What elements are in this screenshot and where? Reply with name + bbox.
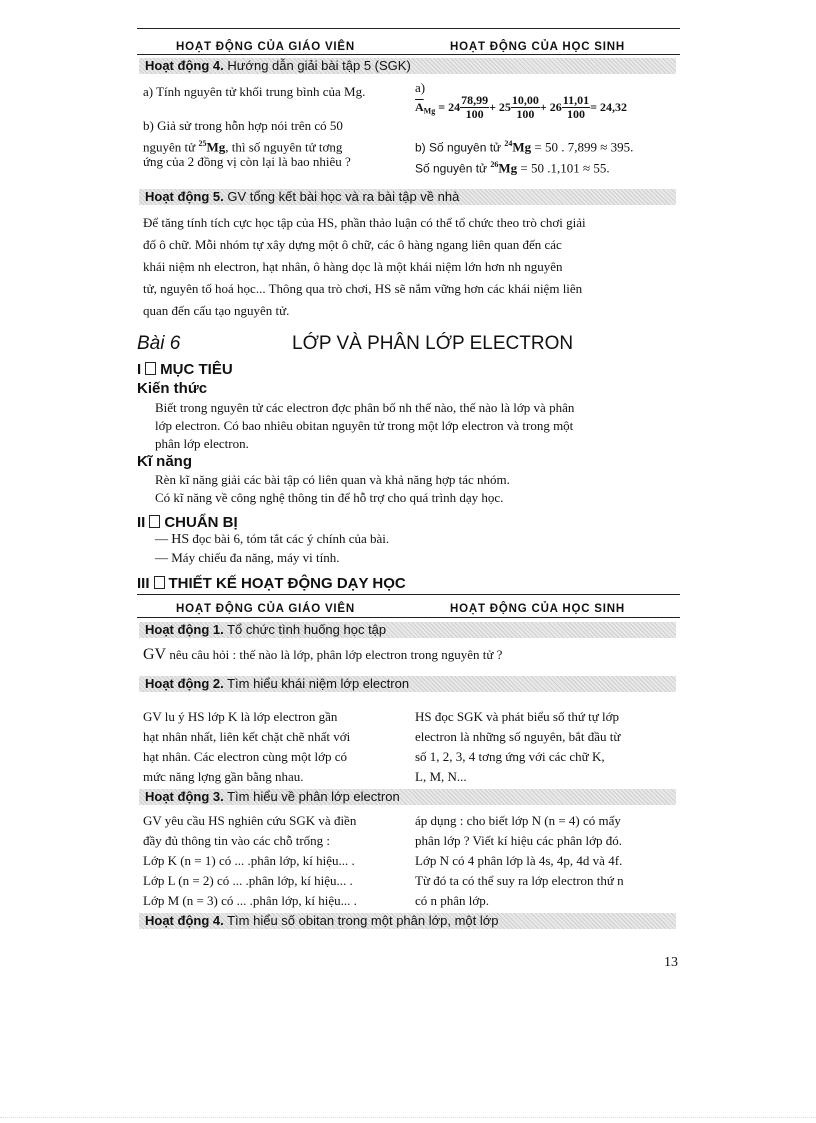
list-item: — Máy chiếu đa năng, máy vi tính. (155, 550, 340, 565)
activity-2-teacher: GV lu ý HS lớp K là lớp electron gần hạt nhân nhất, liên kết chặt chẽ nhất với hạt nhân. Các electron cùng một lớp có mức năng lợng gần bằng nhau. (143, 709, 351, 784)
prep-list (155, 530, 389, 567)
average-mass-formula: $\overline{A}_{Mg} = 24$ $\frac{78,99}{100}$ + 25 $\frac{10,00}{100}$ + 26 $\frac{11,01}{100}$ = 24,32 (415, 93, 627, 121)
bullet-box-icon (154, 576, 165, 589)
activity-3-bar: Hoạt động 3. Tìm hiểu về phân lớp electron (139, 789, 676, 805)
kien-thuc-heading: Kiến thức (137, 380, 208, 397)
ki-nang-text: Rèn kĩ năng giải các bài tập có liên quan và khả năng hợp tác nhóm. Có kĩ năng về công nghệ thông tin để hỗ trợ cho quá trình dạy học. (155, 472, 510, 505)
element-symbol: Mg (206, 139, 226, 155)
question-b-line3: ứng của 2 đồng vị còn lại là bao nhiêu ? (143, 154, 351, 169)
bullet-box-icon (145, 362, 156, 375)
activity-text: Hướng dẫn giải bài tập 5 (SGK) (227, 58, 411, 73)
isotope-mass: 25 (198, 139, 207, 148)
kien-thuc-text: Biết trong nguyên tử các electron đợc phân bố nh thế nào, thế nào là lớp và phân lớp electron. Có bao nhiêu obitan nguyên tử trong một lớp electron và trong một phân lớp electron. (155, 400, 575, 451)
page-number: 13 (664, 955, 678, 970)
section-2-heading: II CHUẨN BỊ (137, 514, 238, 531)
bullet-box-icon (149, 515, 160, 528)
section-3-heading: III THIẾT KẾ HOẠT ĐỘNG DẠY HỌC (137, 575, 406, 592)
header-rule-2 (137, 617, 680, 618)
header-student: HOẠT ĐỘNG CỦA HỌC SINH (450, 41, 625, 53)
lesson-title: LỚP VÀ PHÂN LỚP ELECTRON (292, 333, 574, 354)
header-teacher-2: HOẠT ĐỘNG CỦA GIÁO VIÊN (176, 603, 355, 615)
ki-nang-heading: Kĩ năng (137, 453, 192, 470)
answer-b-line1: b) Số nguyên tử $^{24}$Mg = 50 . 7,899 ≈ 395. (415, 139, 634, 155)
list-item: — HS đọc bài 6, tóm tắt các ý chính của bài. (155, 531, 390, 547)
top-rule (137, 28, 680, 29)
activity-5-paragraph: Để tăng tính tích cực học tập của HS, phần thảo luận có thể tổ chức theo trò chơi giải đố ô chữ. Mỗi nhóm tự xây dựng một ô chữ, các ô hàng ngang liên quan đến các khái niệm nh electron, hạt nhân, ô hàng dọc là một khái niệm lớn hơn nh nguyên tử, nguyên tố hoá học... Thông qua trò chơi, HS sẽ nắm vững hơn các khái niệm liên quan đến cấu tạo nguyên tử. (143, 215, 586, 318)
activity-label: Hoạt động 4. (145, 58, 224, 73)
header-rule (137, 54, 680, 55)
answer-a-label: a) (415, 80, 426, 95)
activity-5-bar: Hoạt động 5. GV tổng kết bài học và ra bài tập về nhà (139, 189, 676, 205)
activity-2-student: HS đọc SGK và phát biểu số thứ tự lớp electron là những số nguyên, bắt đầu từ số 1, 2, 3, 4 tơng ứng với các chữ K, L, M, N... (415, 709, 621, 784)
activity-2-bar: Hoạt động 2. Tìm hiểu khái niệm lớp electron (139, 676, 676, 692)
activity-3-student: áp dụng : cho biết lớp N (n = 4) có mấy phân lớp ? Viết kí hiệu các phân lớp đó. Lớp N có 4 phân lớp là 4s, 4p, 4d và 4f. Từ đó ta có thể suy ra lớp electron thứ n có n phân lớp. (415, 813, 624, 908)
question-b-line1: b) Giả sử trong hỗn hợp nói trên có 50 (143, 118, 343, 133)
section-3-rule (137, 594, 680, 595)
header-teacher: HOẠT ĐỘNG CỦA GIÁO VIÊN (176, 41, 355, 53)
question-b-line2: nguyên tử $^{25}$Mg, thì số nguyên tử tơng (143, 139, 343, 155)
page-bottom-dotted-rule (0, 1117, 816, 1118)
activity-1-question: GV nêu câu hỏi : thế nào là lớp, phân lớp electron trong nguyên tử ? (143, 646, 503, 663)
activity-3-teacher: GV yêu cầu HS nghiên cứu SGK và điền đầy đủ thông tin vào các chỗ trống : Lớp K (n = 1) có ... .phân lớp, kí hiệu... . Lớp L (n = 2) có ... .phân lớp, kí hiệu... . Lớp M (n = 3) có ... .phân lớp, kí hiệu... . (143, 813, 357, 908)
question-a: a) Tính nguyên tử khối trung bình của Mg. (143, 84, 366, 99)
activity-4-bar-prev (139, 58, 676, 74)
answer-b-line2: Số nguyên tử $^{26}$Mg = 50 .1,101 ≈ 55. (415, 160, 610, 176)
lesson-number: Bài 6 (137, 333, 181, 354)
formula-A: $\overline{A}$ (415, 100, 424, 114)
header-student-2: HOẠT ĐỘNG CỦA HỌC SINH (450, 603, 625, 615)
section-1-heading: I MỤC TIÊU (137, 361, 233, 378)
activity-4-bar: Hoạt động 4. Tìm hiểu số obitan trong một phân lớp, một lớp (139, 913, 676, 929)
activity-1-bar: Hoạt động 1. Tổ chức tình huống học tập (139, 622, 676, 638)
